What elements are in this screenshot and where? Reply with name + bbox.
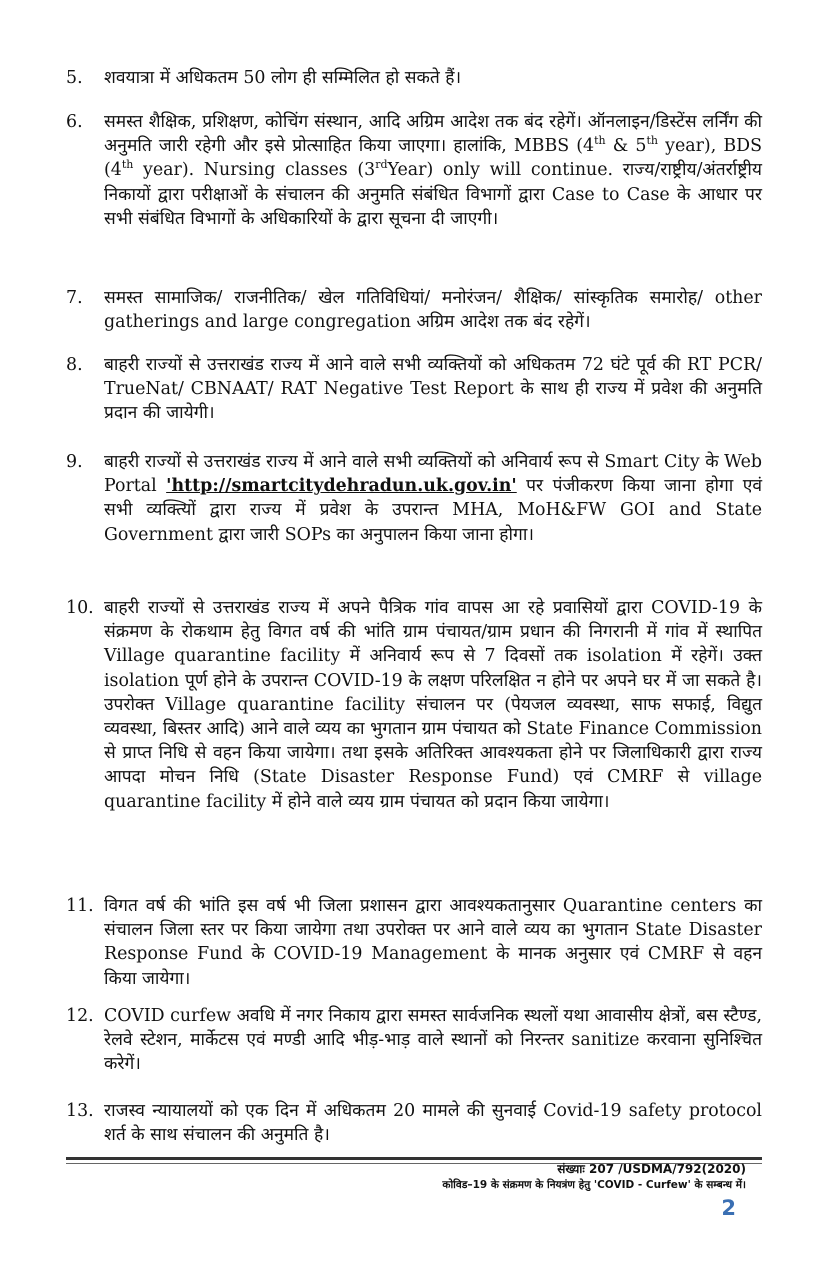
item-text: शवयात्रा में अधिकतम 50 लोग ही सम्मिलित हो सकते हैं।	[104, 68, 462, 88]
item-number: 13.	[66, 1101, 94, 1121]
footer-subject: कोविड–19 के संक्रमण के नियत्रंण हेतु 'COVID - Curfew' के सम्बन्ध में।	[442, 1179, 746, 1191]
item-text: बाहरी राज्यों से उत्तराखंड राज्य में आने वाले सभी व्यक्तियों को अधिकतम 72 घंटे पूर्व की RT PCR/ TrueNat/ CBNAAT/ RAT Negative Test Report के साथ ही राज्य में प्रवेश की अनुमति प्रदान की जायेगी।	[104, 355, 762, 424]
item-number: 7.	[66, 288, 83, 308]
item-text: समस्त शैक्षिक, प्रशिक्षण, कोचिंग संस्थान, आदि अग्रिम आदेश तक बंद रहेगें। ऑनलाइन/डिस्टेंस लर्निंग की अनुमति जारी रहेगी और इसे प्रोत्साहित किया जाएगा। हालांकि, MBBS (4th & 5th year), BDS (4th year). Nursing classes (3rdYear) only will continue. राज्य/राष्ट्रीय/अंतर्राष्ट्रीय निकायों द्वारा परीक्षाओं के संचालन की अनुमति संबंधित विभागों द्वारा Case to Case के आधार पर सभी संबंधित विभागों के अधिकारियों के द्वारा सूचना दी जाएगी।	[104, 112, 762, 229]
list-item-8	[66, 353, 762, 426]
web-portal-link[interactable]: 'http://smartcitydehradun.uk.gov.in'	[166, 476, 517, 497]
list-item-9	[66, 450, 762, 547]
item-number: 8.	[66, 355, 83, 375]
list-item-7	[66, 286, 762, 334]
item-number: 10.	[66, 598, 94, 618]
reference-number: संख्याः 207 /USDMA/792(2020)	[557, 1162, 746, 1176]
list-item-13	[66, 1099, 762, 1147]
item-text: बाहरी राज्यों से उत्तराखंड राज्य में आने वाले सभी व्यक्तियों को अनिवार्य रूप से Smart City के Web Portal 'http://smartcitydehradun.uk.gov.in' पर पंजीकरण किया जाना होगा एवं सभी व्यक्त्यिों द्वारा राज्य में प्रवेश के उपरान्त MHA, MoH&FW GOI and State Government द्वारा जारी SOPs का अनुपालन किया जाना होगा।	[104, 452, 762, 545]
list-item-10	[66, 596, 762, 814]
list-item-11	[66, 894, 762, 991]
page-number: 2	[721, 1196, 736, 1220]
item-number: 5.	[66, 68, 83, 88]
list-item-6	[66, 110, 762, 231]
item-number: 9.	[66, 452, 83, 472]
item-text: राजस्व न्यायालयों को एक दिन में अधिकतम 20 मामले की सुनवाई Covid-19 safety protocol शर्त के साथ संचालन की अनुमति है।	[104, 1101, 762, 1146]
item-text: COVID curfew अवधि में नगर निकाय द्वारा समस्त सार्वजनिक स्थलों यथा आवासीय क्षेत्रों, बस स्टैण्ड, रेलवे स्टेशन, मार्केटस एवं मण्डी आदि भीड़-भाड़ वाले स्थानों को निरन्तर sanitize करवाना सुनिश्चित करेगें।	[104, 1006, 762, 1075]
list-item-12	[66, 1004, 762, 1077]
item-text: बाहरी राज्यों से उत्तराखंड राज्य में अपने पैत्रिक गांव वापस आ रहे प्रवासियों द्वारा COVID-19 के संक्रमण के रोकथाम हेतु विगत वर्ष की भांति ग्राम पंचायत/ग्राम प्रधान की निगरानी में गांव में स्थापित Village quarantine facility में अनिवार्य रूप से 7 दिवसों तक isolation में रहेगें। उक्त isolation पूर्ण होने के उपरान्त COVID-19 के लक्षण परिलक्षित न होने पर अपने घर में जा सकते है। उपरोक्त Village quarantine facility संचालन पर (पेयजल व्यवस्था, साफ सफाई, विद्युत व्यवस्था, बिस्तर आदि) आने वाले व्यय का भुगतान ग्राम पंचायत को State Finance Commission से प्राप्त निधि से वहन किया जायेगा। तथा इसके अतिरिक्त आवश्यकता होने पर जिलाधिकारी द्वारा राज्य आपदा मोचन निधि (State Disaster Response Fund) एवं CMRF से village quarantine facility में होने वाले व्यय ग्राम पंचायत को प्रदान किया जायेगा।	[104, 598, 762, 812]
item-text: विगत वर्ष की भांति इस वर्ष भी जिला प्रशासन द्वारा आवश्यकतानुसार Quarantine centers का संचालन जिला स्तर पर किया जायेगा तथा उपरोक्त पर आने वाले व्यय का भुगतान State Disaster Response Fund के COVID-19 Management के मानक अनुसार एवं CMRF से वहन किया जायेगा।	[104, 896, 762, 989]
item-number: 11.	[66, 896, 94, 916]
list-item-5	[66, 66, 762, 90]
item-number: 6.	[66, 112, 83, 132]
item-number: 12.	[66, 1006, 94, 1026]
item-text: समस्त सामाजिक/ राजनीतिक/ खेल गतिविधियां/ मनोरंजन/ शैक्षिक/ सांस्कृतिक समारोह/ other gatherings and large congregation अग्रिम आदेश तक बंद रहेगें।	[104, 288, 762, 333]
